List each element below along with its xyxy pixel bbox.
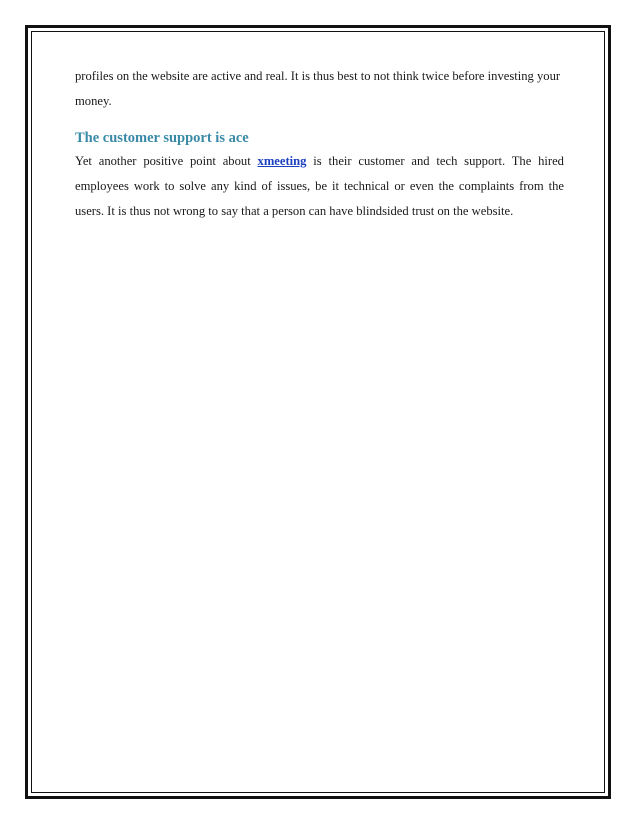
paragraph-text-before-link: Yet another positive point about bbox=[75, 154, 258, 168]
paragraph-profiles: profiles on the website are active and real. It is thus best to not think twice before investing your money. bbox=[75, 69, 561, 108]
section-heading-customer-support: The customer support is ace bbox=[75, 130, 249, 146]
paragraph-customer-support bbox=[75, 149, 564, 224]
paragraph-text-after-link: is their customer and tech support. The hired employees work to solve any kind of issues, be it technical or even the complaints from the users. It is thus not wrong to say that a person can have blindsided trust on the website. bbox=[75, 154, 564, 218]
document-body bbox=[75, 64, 564, 224]
xmeeting-link[interactable]: xmeeting bbox=[257, 154, 307, 168]
